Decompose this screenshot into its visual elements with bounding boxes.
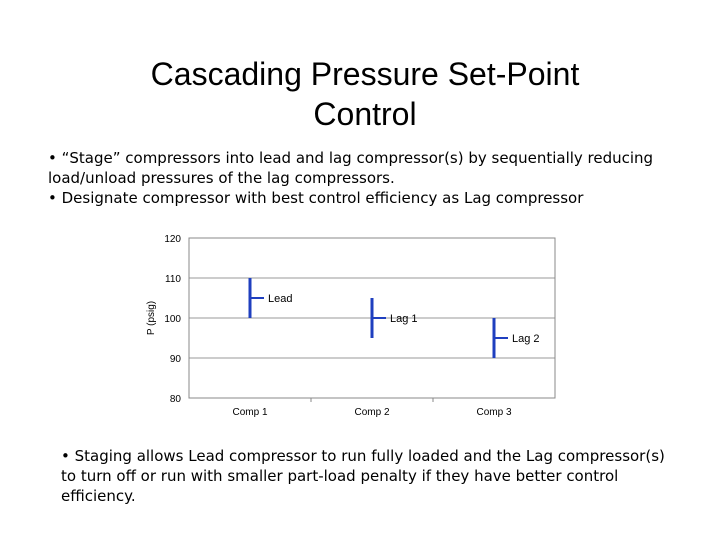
bullet-staging-benefit: • Staging allows Lead compressor to run fully loaded and the Lag compressor(s) to turn off or run with smaller part-load penalty if they have better control efficiency. [61, 447, 665, 505]
x-tick-label-3: Comp 3 [476, 407, 512, 418]
y-tick-labels [164, 234, 181, 405]
bottom-bullet-list [61, 446, 681, 506]
y-tick-label-110: 110 [165, 274, 181, 285]
slide-title [95, 54, 635, 134]
bullet-designate-lag: • Designate compressor with best control efficiency as Lag compressor [48, 189, 584, 207]
top-bullet-list [48, 148, 688, 208]
y-tick-label-100: 100 [164, 314, 181, 325]
range-label-2: Lag 1 [390, 313, 418, 325]
bullet-staging-definition: • “Stage” compressors into lead and lag compressor(s) by sequentially reducing load/unload pressures of the lag compressors. [48, 149, 654, 187]
x-tick-label-2: Comp 2 [354, 407, 390, 418]
y-tick-label-120: 120 [164, 234, 181, 245]
x-tick-labels [232, 407, 511, 418]
x-tick-label-1: Comp 1 [232, 407, 268, 418]
slide-title-line-1: Cascading Pressure Set-Point [150, 56, 580, 92]
y-axis-title: P (psig) [146, 300, 157, 336]
x-tick-marks [311, 398, 433, 402]
range-label-1: Lead [268, 293, 293, 305]
y-tick-label-80: 80 [169, 394, 181, 405]
range-label-3: Lag 2 [512, 333, 540, 345]
y-tick-label-90: 90 [169, 354, 181, 365]
slide-title-line-2: Control [313, 96, 417, 132]
pressure-setpoint-chart [130, 226, 570, 426]
